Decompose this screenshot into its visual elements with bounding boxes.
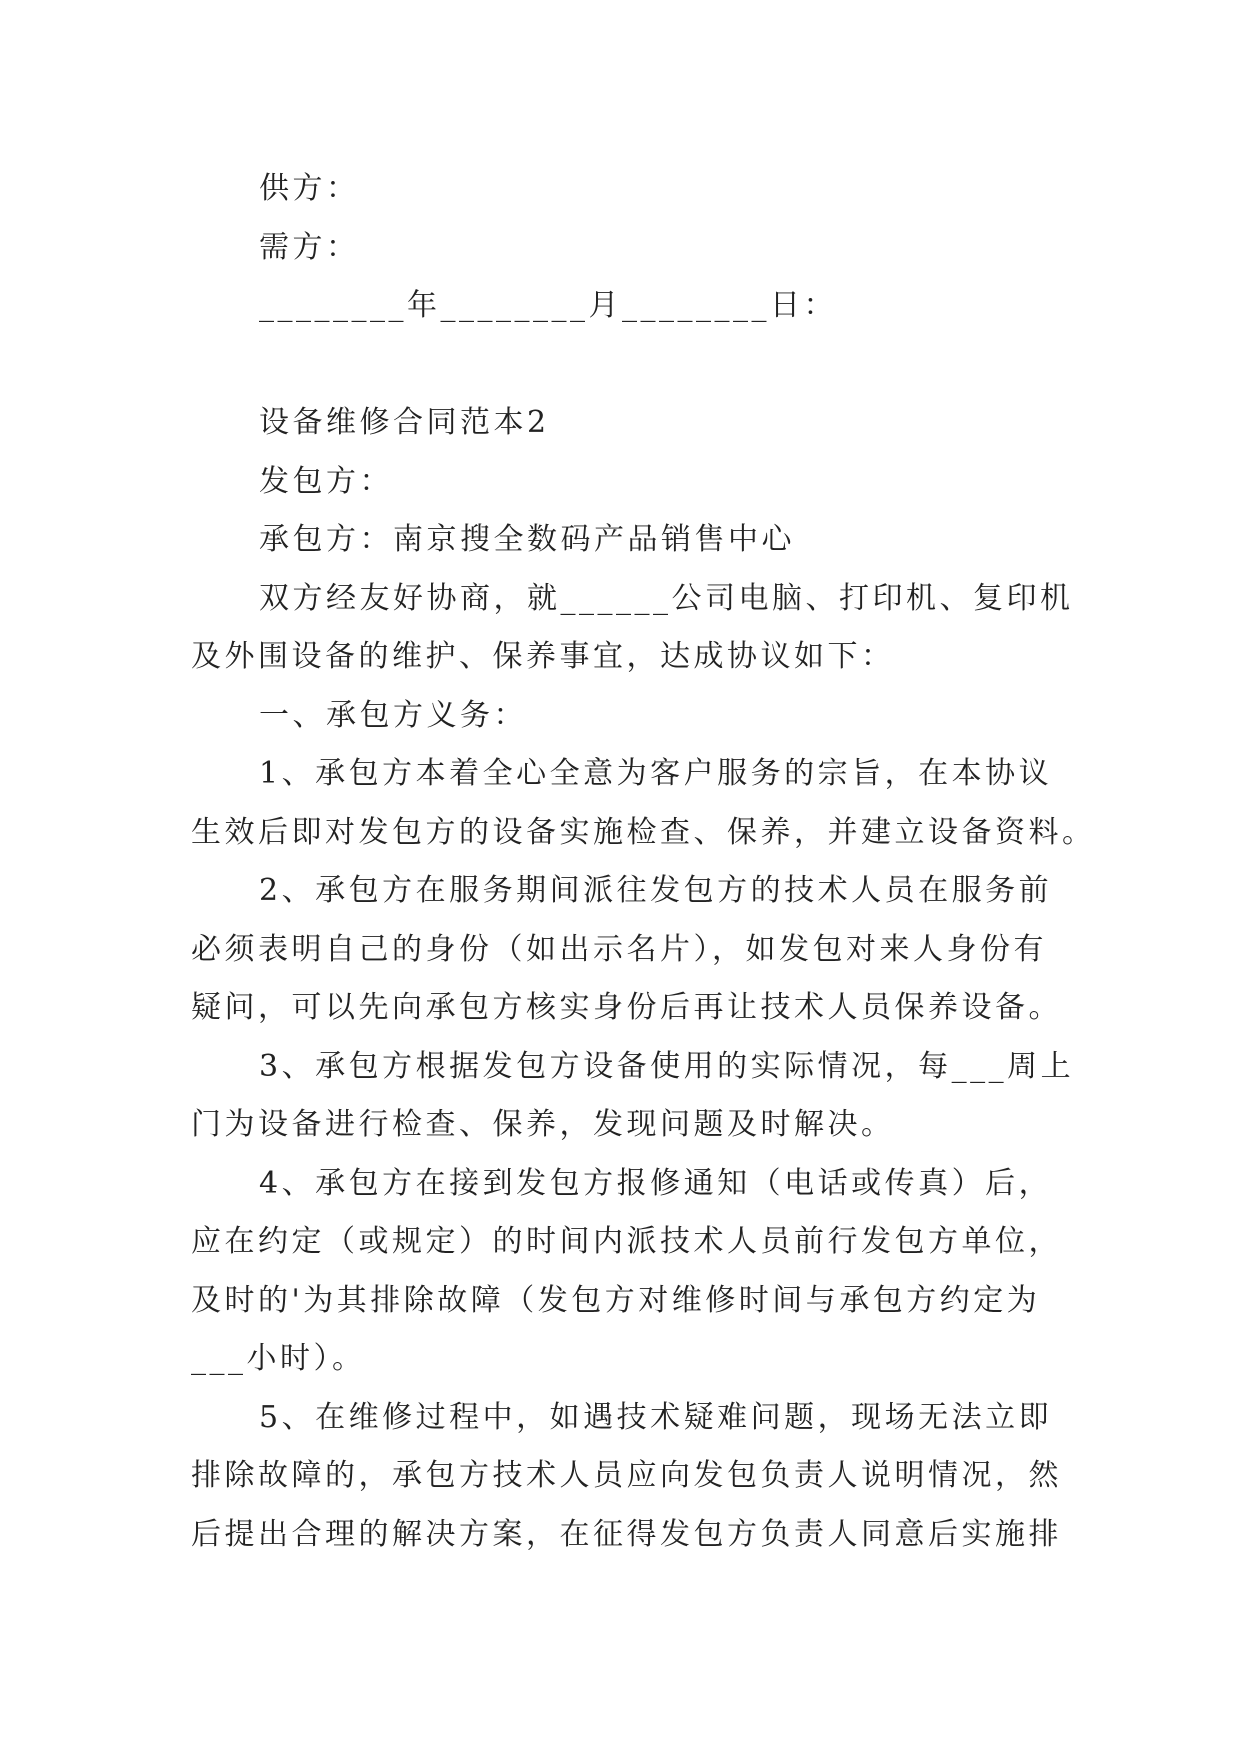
contract-line: 后提出合理的解决方案，在征得发包方负责人同意后实施排: [191, 1516, 1062, 1552]
contract-line: 门为设备进行检查、保养，发现问题及时解决。: [191, 1107, 895, 1142]
employer-line: 发包方：: [259, 463, 393, 499]
contract-line: 及时的'为其排除故障（发包方对维修时间与承包方约定为: [191, 1282, 1041, 1318]
contract-line: 3、承包方根据发包方设备使用的实际情况，每___周上: [259, 1048, 1075, 1084]
contract-line: 生效后即对发包方的设备实施检查、保养，并建立设备资料。: [191, 814, 1096, 850]
contract-line: 疑问，可以先向承包方核实身份后再让技术人员保养设备。: [191, 990, 1062, 1025]
contract-title: 设备维修合同范本2: [259, 405, 550, 440]
contract-line: 及外围设备的维护、保养事宜，达成协议如下：: [191, 639, 895, 674]
date-line: ________年________月________日：: [259, 288, 837, 323]
contract-line: 5、在维修过程中，如遇技术疑难问题，现场无法立即: [259, 1399, 1053, 1435]
contract-text: [191, 160, 1151, 1564]
contract-line: 双方经友好协商，就______公司电脑、打印机、复印机: [259, 580, 1074, 616]
contract-line: 2、承包方在服务期间派往发包方的技术人员在服务前: [259, 873, 1053, 908]
section-heading: 一、承包方义务：: [259, 697, 527, 733]
contract-line: 1、承包方本着全心全意为客户服务的宗旨，在本协议: [259, 756, 1053, 791]
contract-line: 排除故障的，承包方技术人员应向发包负责人说明情况，然: [191, 1458, 1062, 1493]
contractor-line: 承包方：南京搜全数码产品销售中心: [259, 522, 795, 557]
supplier-line: 供方：: [259, 171, 360, 206]
contract-line: 4、承包方在接到发包方报修通知（电话或传真）后，: [259, 1165, 1053, 1201]
contract-line: 应在约定（或规定）的时间内派技术人员前行发包方单位，: [191, 1224, 1062, 1259]
contract-line: 必须表明自己的身份（如出示名片），如发包对来人身份有: [191, 931, 1047, 967]
buyer-line: 需方：: [259, 229, 360, 265]
blank-line: [191, 336, 1151, 395]
contract-line: ___小时）。: [191, 1341, 366, 1376]
